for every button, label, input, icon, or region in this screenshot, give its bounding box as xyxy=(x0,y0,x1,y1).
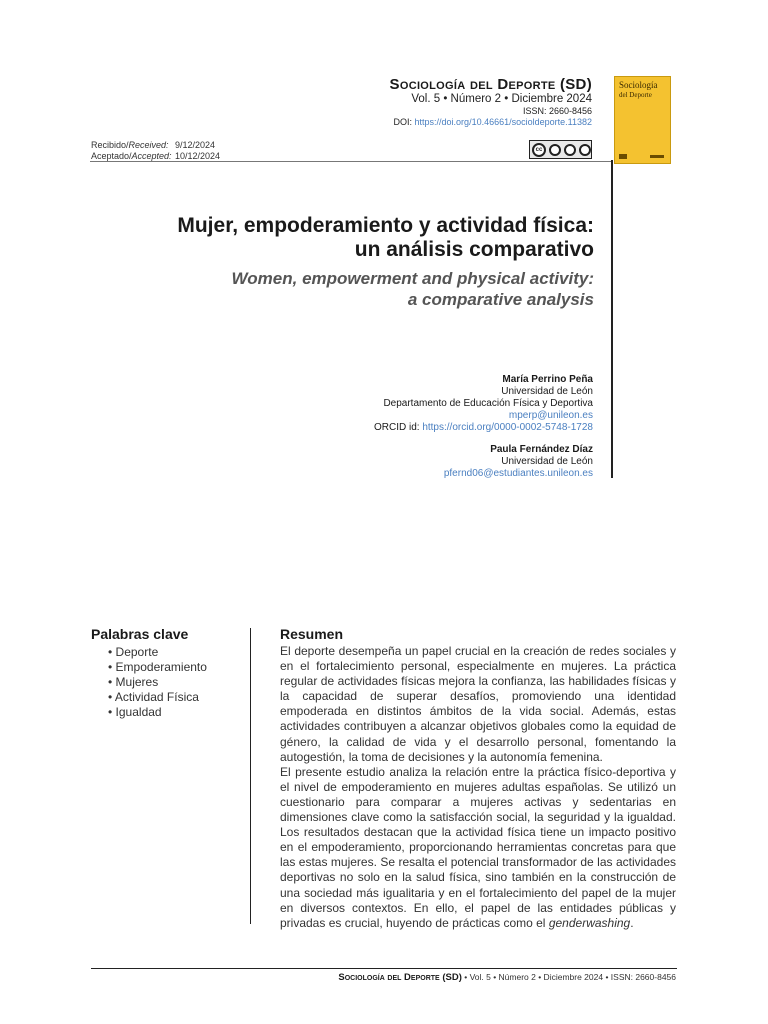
nc-icon xyxy=(564,144,576,156)
keyword-item: • Actividad Física xyxy=(108,690,207,705)
author-name: Paula Fernández Díaz xyxy=(490,444,593,455)
author-orcid: ORCID id: https://orcid.org/0000-0002-5748-1728 xyxy=(373,422,593,433)
author-affiliation: Universidad de León xyxy=(501,386,593,397)
author-affiliation: Universidad de León xyxy=(501,456,593,467)
journal-header xyxy=(390,76,592,128)
footer-issue-info: • Vol. 5 • Número 2 • Diciembre 2024 • ISSN: 2660-8456 xyxy=(461,972,676,982)
abstract-heading: Resumen xyxy=(280,626,344,642)
keyword-item: • Empoderamiento xyxy=(108,660,207,675)
abstract-paragraph: El deporte desempeña un papel crucial en la creación de redes sociales y en el fortalecimiento personal, especialmente en mujeres. La práctica regular de actividades físicas mejora la confianza, las habilidades físicas y la capacidad de superar desafíos, promoviendo una identidad empoderada en distintos ámbitos de la vida social. Además, estas actividades contribuyen a alcanzar objetivos globales como la equidad de género, la calidad de vida y el desarrollo personal, fomentando la autogestión, la toma de decisiones y la autonomía femenina. xyxy=(280,644,676,764)
author-email-link[interactable]: mperp@unileon.es xyxy=(508,410,593,421)
cover-publisher-mark xyxy=(650,155,664,158)
creative-commons-license-badge[interactable] xyxy=(529,140,592,159)
page-footer xyxy=(338,972,676,983)
received-date: 9/12/2024 xyxy=(175,140,216,150)
orcid-link[interactable]: https://orcid.org/0000-0002-5748-1728 xyxy=(422,422,593,433)
keyword-item: • Deporte xyxy=(108,645,207,660)
keyword-item: • Igualdad xyxy=(108,705,207,720)
journal-doi xyxy=(390,117,592,128)
cover-title: Sociología del Deporte xyxy=(619,80,658,99)
keyword-item: • Mujeres xyxy=(108,675,207,690)
sa-icon xyxy=(579,144,591,156)
journal-cover-thumbnail xyxy=(614,76,671,164)
journal-issn: ISSN: 2660-8456 xyxy=(522,106,592,116)
journal-issue: Vol. 5 • Número 2 • Diciembre 2024 xyxy=(411,93,592,105)
keywords-list xyxy=(108,645,207,720)
article-title-spanish: Mujer, empoderamiento y actividad física: un análisis comparativo xyxy=(177,214,594,261)
footer-journal-name: Sociología del Deporte (SD) xyxy=(338,972,462,983)
accepted-date: 10/12/2024 xyxy=(175,150,221,161)
keywords-heading: Palabras clave xyxy=(91,626,189,642)
column-divider xyxy=(250,628,251,924)
journal-name: Sociología del Deporte (SD) xyxy=(389,76,592,93)
received-date-row: Recibido/Received: 9/12/2024 xyxy=(91,140,216,150)
cover-logo-mark xyxy=(619,154,627,159)
article-title-english: Women, empowerment and physical activity: a comparative analysis xyxy=(231,269,594,309)
author-name: María Perrino Peña xyxy=(502,374,593,385)
author-email-link[interactable]: pfernd06@estudiantes.unileon.es xyxy=(443,468,593,479)
footer-rule xyxy=(91,968,677,969)
author-department: Departamento de Educación Física y Deportiva xyxy=(383,398,593,409)
abstract-body xyxy=(280,644,676,931)
author-block xyxy=(374,374,593,480)
cc-icon: cc xyxy=(532,143,546,157)
abstract-paragraph: El presente estudio analiza la relación entre la práctica físico-deportiva y el nivel de empoderamiento en mujeres adultas españolas. Se utilizó un cuestionario para comparar a mujeres activas y sedentarias en dimensiones clave como la satisfacción social, la seguridad y la igualdad. Los resultados destacan que la actividad física tiene un impacto positivo en el empoderamiento, proporcionando herramientas concretas para que las estas mujeres. Se resalta el potencial transformador de las actividades deportivas no solo en la salud física, sino también en la construcción de una sociedad más igualitaria y en el fortalecimiento del papel de la mujer en diversos contextos. En ello, el papel de las entidades públicas y privadas es crucial, huyendo de prácticas como el genderwashing. xyxy=(280,764,676,930)
doi-label: DOI: xyxy=(393,117,413,127)
by-icon xyxy=(549,144,561,156)
accepted-date-row: Aceptado/Accepted: 10/12/2024 xyxy=(91,150,221,161)
submission-dates xyxy=(91,140,220,161)
title-vertical-rule xyxy=(611,160,613,478)
header-rule xyxy=(90,161,611,162)
doi-link[interactable]: https://doi.org/10.46661/socioldeporte.11382 xyxy=(414,117,592,127)
